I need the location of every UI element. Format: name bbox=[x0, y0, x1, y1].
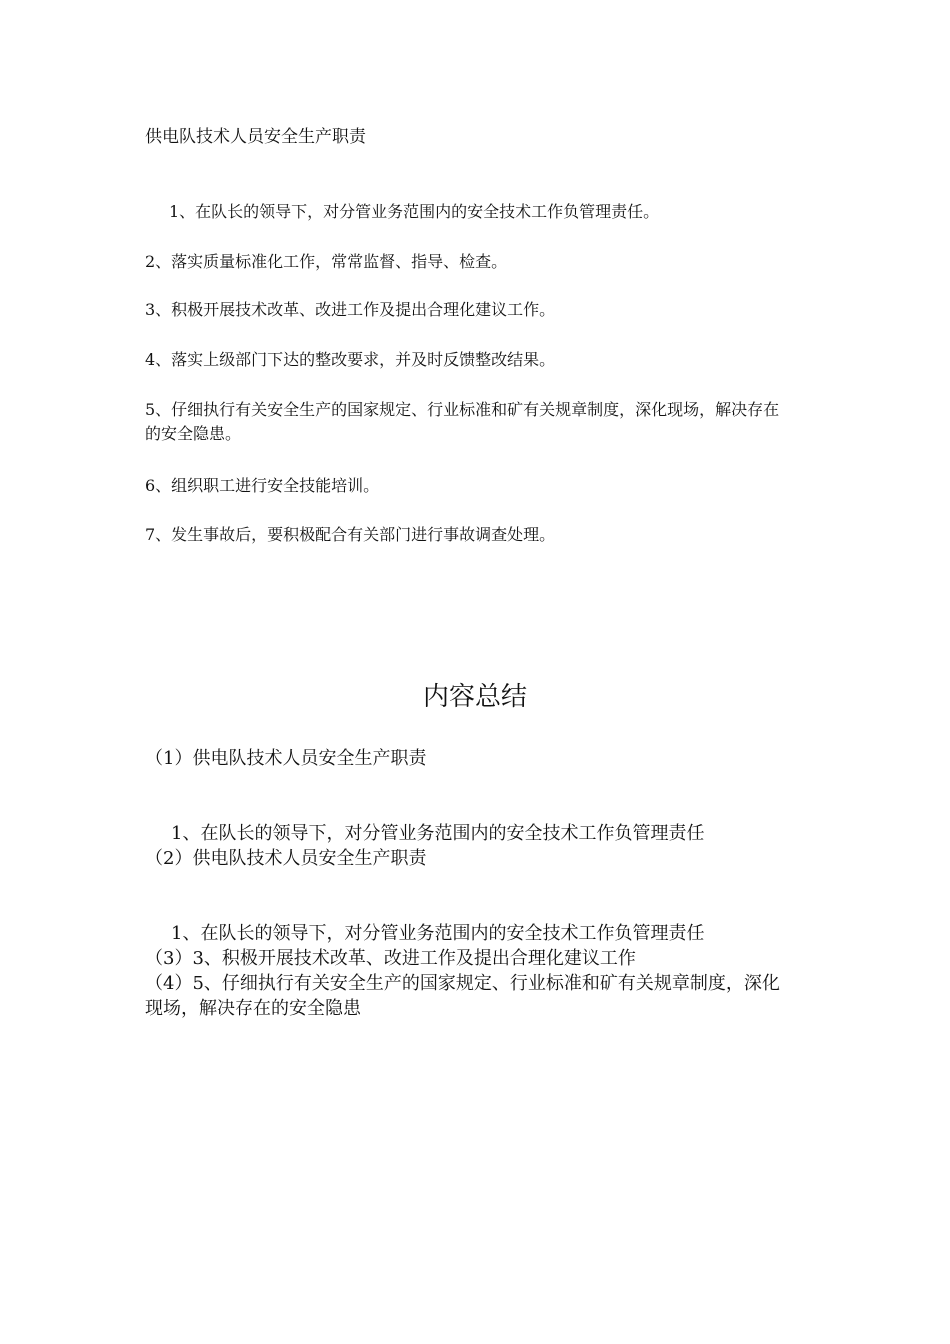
duty-item-5: 5、仔细执行有关安全生产的国家规定、行业标准和矿有关规章制度，深化现场，解决存在的安全隐患。 bbox=[145, 400, 780, 443]
summary-line-5: （3）3、积极开展技术改革、改进工作及提出合理化建议工作 bbox=[145, 948, 636, 969]
duty-item-7: 7、发生事故后，要积极配合有关部门进行事故调查处理。 bbox=[145, 525, 556, 544]
duty-item-3: 3、积极开展技术改革、改进工作及提出合理化建议工作。 bbox=[145, 300, 556, 319]
summary-line-4: 1、在队长的领导下，对分管业务范围内的安全技术工作负管理责任 bbox=[171, 923, 705, 944]
summary-line-1: （1）供电队技术人员安全生产职责 bbox=[145, 748, 427, 769]
duty-item-6: 6、组织职工进行安全技能培训。 bbox=[145, 476, 380, 495]
duty-item-2: 2、落实质量标准化工作，常常监督、指导、检查。 bbox=[145, 252, 508, 271]
document-title: 供电队技术人员安全生产职责 bbox=[145, 127, 366, 147]
summary-heading: 内容总结 bbox=[422, 682, 527, 712]
summary-line-2: 1、在队长的领导下，对分管业务范围内的安全技术工作负管理责任 bbox=[171, 823, 705, 844]
duty-item-4: 4、落实上级部门下达的整改要求，并及时反馈整改结果。 bbox=[145, 350, 556, 369]
duty-item-1: 1、在队长的领导下，对分管业务范围内的安全技术工作负管理责任。 bbox=[169, 202, 660, 221]
summary-line-3: （2）供电队技术人员安全生产职责 bbox=[145, 848, 427, 869]
summary-line-6: （4）5、仔细执行有关安全生产的国家规定、行业标准和矿有关规章制度，深化现场，解决存在的安全隐患 bbox=[145, 973, 780, 1019]
